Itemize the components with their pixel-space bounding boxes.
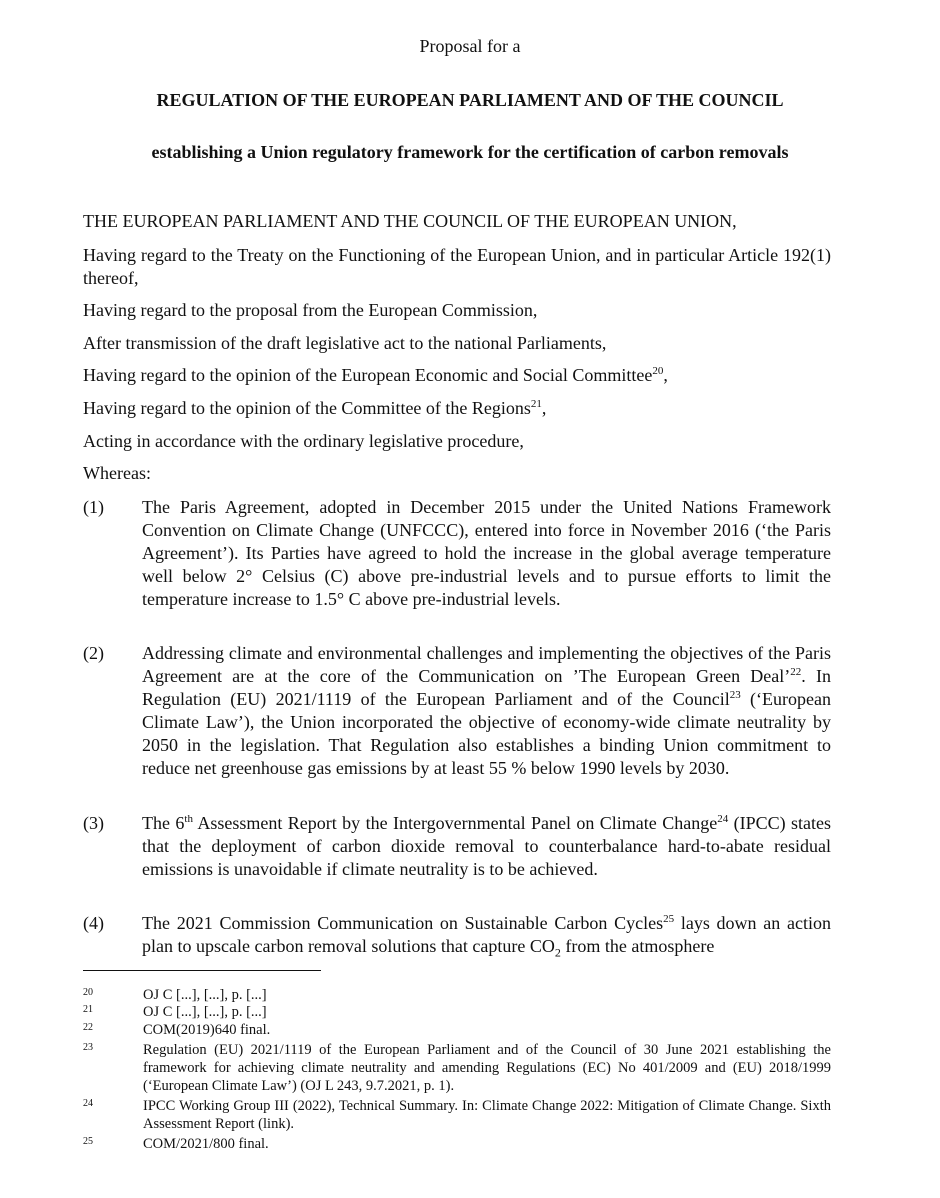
footnote-number: 25 xyxy=(83,1136,93,1147)
recital-number: (1) xyxy=(83,497,104,517)
recital-text: The Paris Agreement, adopted in December 2015 under the United Nations Framework Convention on Climate Change (UNFCCC), entered into force in November 2016 (‘the Paris Agreement’). Its Parties have agreed to hold the increase in the global average temperature well below 2° Celsius (C) above pre-industrial levels and to pursue efforts to limit the temperature increase to 1.5° C above pre-industrial levels. xyxy=(142,497,831,609)
footnote-text: IPCC Working Group III (2022), Technical Summary. In: Climate Change 2022: Mitigation of Climate Change. Sixth Assessment Report (link). xyxy=(143,1098,831,1132)
footnote-ref-24[interactable]: 24 xyxy=(717,813,729,825)
recital-text: Addressing climate and environmental challenges and implementing the objectives of the Paris Agreement are at the core of the Communication on ’The European Green Deal’$^{22}$. In Regulation (EU) 2021/1119 of the European Parliament and of the Council$^{23}$ (‘European Climate Law’), the Union incorporated the objective of economy-wide climate neutrality by 2050 in the legislation. That Regulation also establishes a binding Union commitment to reduce net greenhouse gas emissions by at least 55 % below 1990 levels by 2030. xyxy=(142,643,831,778)
footnote-22 xyxy=(83,1021,831,1039)
footnote-21 xyxy=(83,1003,831,1021)
recital-number: (2) xyxy=(83,643,104,663)
footnote-number: 23 xyxy=(83,1042,93,1053)
proposal-label: Proposal for a xyxy=(419,36,521,56)
preamble-eesc: Having regard to the opinion of the European Economic and Social Committee$^{20}$, xyxy=(83,365,668,385)
footnote-text: Regulation (EU) 2021/1119 of the European Parliament and of the Council of 30 June 2021 establishing the framework for achieving climate neutrality and amending Regulations (EC) No 401/2009 and (EU) 2018/1999 (‘European Climate Law’) (OJ L 243, 9.7.2021, p. 1). xyxy=(143,1042,831,1094)
footnote-number: 24 xyxy=(83,1098,93,1109)
footnote-24 xyxy=(83,1097,831,1133)
footnote-text: OJ C [...], [...], p. [...] xyxy=(143,1004,267,1020)
recital-2 xyxy=(83,642,831,780)
recital-1 xyxy=(83,496,831,611)
recital-number: (4) xyxy=(83,913,104,933)
preamble-procedure: Acting in accordance with the ordinary legislative procedure, xyxy=(83,431,524,451)
footnote-number: 21 xyxy=(83,1004,93,1015)
recital-number: (3) xyxy=(83,813,104,833)
recital-3 xyxy=(83,812,831,881)
footnote-25 xyxy=(83,1135,831,1153)
footnote-ref-21[interactable]: 21 xyxy=(530,398,542,410)
footnote-text: COM/2021/800 final. xyxy=(143,1136,269,1152)
footnote-23 xyxy=(83,1041,831,1095)
footnote-number: 22 xyxy=(83,1022,93,1033)
footnote-ref-22[interactable]: 22 xyxy=(790,666,802,678)
preamble-whereas: Whereas: xyxy=(83,463,151,483)
footnote-ref-23[interactable]: 23 xyxy=(729,689,741,701)
footnote-separator xyxy=(83,970,321,971)
regulation-subtitle: establishing a Union regulatory framework for the certification of carbon removals xyxy=(151,142,789,162)
footnote-text: COM(2019)640 final. xyxy=(143,1022,271,1038)
footnote-text: OJ C [...], [...], p. [...] xyxy=(143,987,267,1003)
preamble-cor: Having regard to the opinion of the Committee of the Regions$^{21}$, xyxy=(83,398,547,418)
recital-text: The 2021 Commission Communication on Sustainable Carbon Cycles$^{25}$ lays down an action plan to upscale carbon removal solutions that capture $CO_2$ from the atmosphere xyxy=(142,913,831,960)
regulation-title: REGULATION OF THE EUROPEAN PARLIAMENT AND OF THE COUNCIL xyxy=(156,90,784,110)
footnote-20 xyxy=(83,986,831,1004)
recital-text: The 6th Assessment Report by the Intergovernmental Panel on Climate Change$^{24}$ (IPCC) states that the deployment of carbon dioxide removal to counterbalance hard-to-abate residual emissions is unavoidable if climate neutrality is to be achieved. xyxy=(142,813,831,879)
footnote-ref-20[interactable]: 20 xyxy=(652,365,664,377)
preamble-proposal: Having regard to the proposal from the European Commission, xyxy=(83,300,538,320)
preamble-treaty: Having regard to the Treaty on the Functioning of the European Union, and in particular Article 192(1) thereof, xyxy=(83,245,831,288)
footnote-number: 20 xyxy=(83,987,93,998)
preamble-transmission: After transmission of the draft legislative act to the national Parliaments, xyxy=(83,333,607,353)
footnote-ref-25[interactable]: 25 xyxy=(663,913,675,925)
preamble-parties: THE EUROPEAN PARLIAMENT AND THE COUNCIL OF THE EUROPEAN UNION, xyxy=(83,211,737,231)
recital-4 xyxy=(83,912,831,958)
